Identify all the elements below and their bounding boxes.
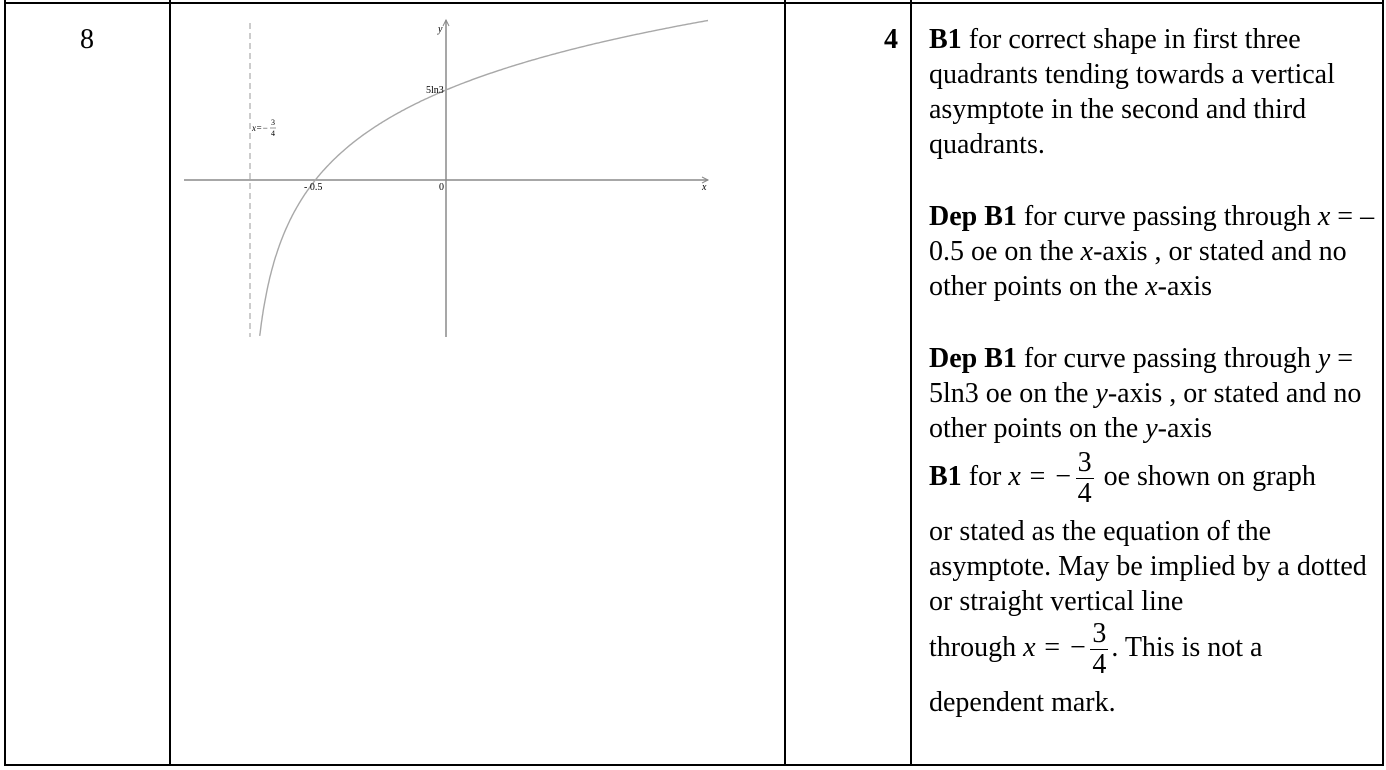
origin-label: 0	[439, 182, 444, 193]
guidance-text: for	[961, 460, 1009, 492]
table-top-rule	[4, 2, 1384, 4]
variable: x	[1145, 271, 1158, 302]
asymptote-label-numerator: 3	[271, 118, 275, 127]
guidance-text: -axis	[1157, 413, 1213, 444]
graph-svg	[180, 15, 720, 345]
log-curve	[260, 21, 708, 336]
guidance-text: . This is not a	[1111, 631, 1263, 663]
question-number: 8	[80, 24, 94, 55]
fraction-denominator: 4	[1077, 478, 1092, 509]
fraction	[1076, 448, 1094, 509]
column-rule-1	[169, 0, 171, 766]
column-rule-2	[784, 0, 786, 766]
table-bottom-rule	[4, 764, 1384, 766]
guidance-text: = –0.5 oe on the	[929, 201, 1375, 267]
x-intercept-label: - 0.5	[304, 182, 323, 193]
guidance-point-4	[929, 448, 1379, 514]
mark-code: B1	[929, 24, 962, 55]
fraction-numerator: 3	[1077, 447, 1092, 478]
guidance-point-3	[929, 341, 1379, 446]
column-rule-3	[910, 0, 912, 766]
mark-code: Dep B1	[929, 201, 1017, 232]
y-intercept-label: 5ln3	[426, 85, 444, 96]
fraction-denominator: 4	[1092, 649, 1107, 680]
guidance-text: oe shown on graph	[1096, 460, 1316, 492]
equation: x = −	[1008, 460, 1073, 492]
variable: x	[1317, 201, 1331, 232]
asymptote-label-denominator: 4	[271, 129, 275, 138]
marking-guidance	[929, 22, 1379, 720]
guidance-point-1	[929, 22, 1379, 162]
fraction	[1090, 619, 1108, 680]
guidance-point-7: dependent mark.	[929, 687, 1116, 718]
equation: x = −	[1023, 631, 1088, 663]
x-axis-label: x	[702, 182, 707, 193]
marks-total: 4	[884, 24, 898, 55]
guidance-text: for curve passing through	[1016, 201, 1318, 232]
mark-code: Dep B1	[929, 343, 1017, 374]
table-left-rule	[4, 0, 6, 766]
guidance-text: -axis	[1157, 271, 1213, 302]
variable: y	[1145, 413, 1158, 444]
guidance-text: for curve passing through	[1016, 343, 1318, 374]
fraction-numerator: 3	[1092, 618, 1107, 649]
guidance-point-6	[929, 619, 1379, 685]
guidance-point-5: or stated as the equation of the asymptote. May be implied by a dotted or straight vertical line	[929, 516, 1367, 617]
y-axis-label: y	[438, 24, 443, 35]
variable: y	[1317, 343, 1331, 374]
asymptote-label: x=−	[252, 123, 269, 133]
guidance-text: -axis , or stated and no other points on the	[929, 378, 1362, 444]
table-right-rule	[1382, 0, 1384, 766]
mark-code: B1	[929, 460, 962, 492]
guidance-text: for correct shape in first three quadrants tending towards a vertical asymptote in the second and third quadrants.	[929, 24, 1335, 160]
variable: x	[1080, 236, 1094, 267]
guidance-point-2	[929, 199, 1379, 304]
guidance-text: = 5ln3 oe on the	[929, 343, 1354, 409]
answer-graph	[180, 15, 720, 345]
variable: y	[1095, 378, 1108, 409]
guidance-text: -axis , or stated and no other points on the	[929, 236, 1347, 302]
guidance-text: through	[929, 631, 1024, 663]
